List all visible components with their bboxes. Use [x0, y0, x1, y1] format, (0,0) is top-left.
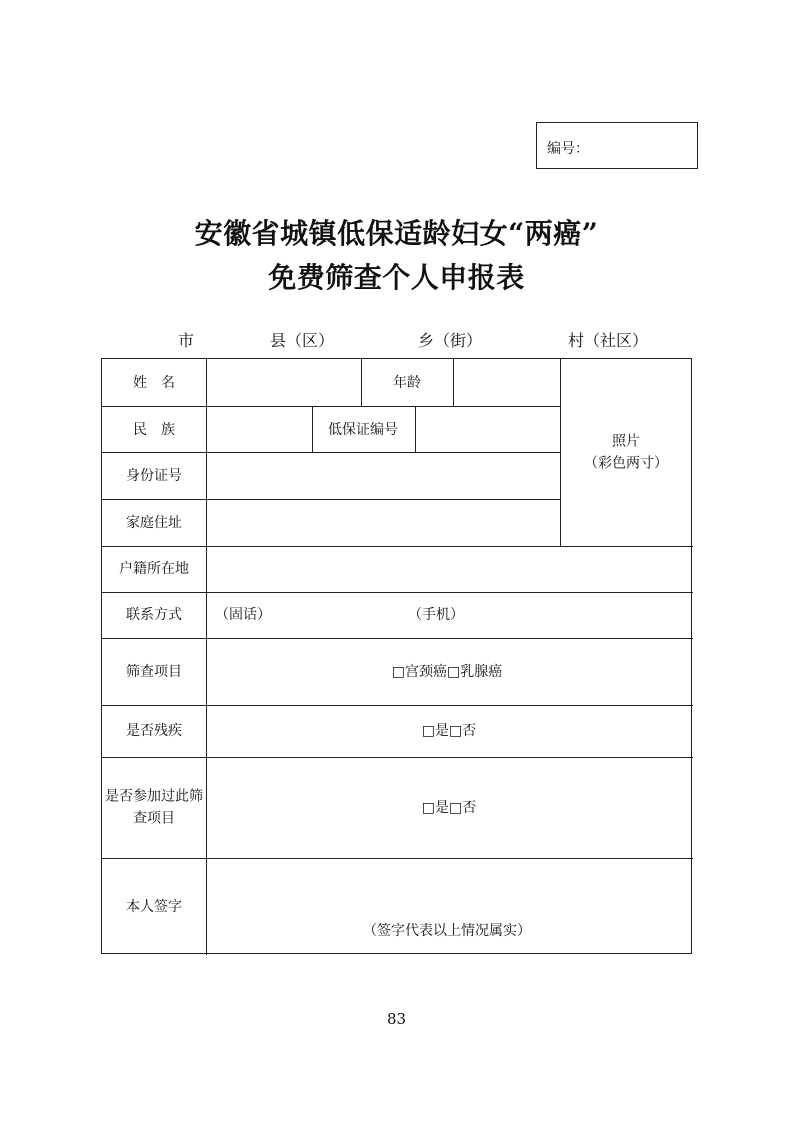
dibao-number-field[interactable]: [416, 407, 559, 451]
location-city: 市: [178, 331, 195, 350]
mobile-label: （手机）: [408, 606, 464, 623]
dibao-number-label: 低保证编号: [328, 421, 398, 438]
signature-note: （签字代表以上情况属实）: [363, 922, 531, 939]
screening-label: 筛查项目: [126, 663, 182, 680]
home-address-label: 家庭住址: [126, 514, 182, 531]
photo-note: （彩色两寸）: [584, 456, 668, 472]
screening-options[interactable]: □宫颈癌□乳腺癌: [391, 663, 503, 680]
location-township: 乡（街）: [418, 331, 483, 350]
hukou-field[interactable]: [207, 547, 692, 591]
ethnicity-field[interactable]: [207, 407, 311, 451]
serial-number-label: 编号：: [547, 141, 589, 157]
location-village: 村（社区）: [568, 331, 649, 350]
contact-label: 联系方式: [126, 606, 182, 623]
disabled-options[interactable]: □是□否: [421, 722, 477, 739]
ethnicity-label: 民 族: [133, 421, 175, 438]
photo-placeholder: [584, 431, 668, 476]
signature-field[interactable]: [207, 859, 692, 919]
home-address-field[interactable]: [207, 500, 559, 545]
form-title-line2: 免费筛查个人申报表: [268, 261, 525, 294]
participated-options[interactable]: □是□否: [421, 799, 477, 816]
serial-number-box: [536, 122, 698, 169]
landline-label: （固话）: [215, 606, 271, 623]
photo-label: 照片: [612, 433, 640, 450]
hukou-label: 户籍所在地: [119, 560, 189, 577]
location-county: 县（区）: [270, 331, 335, 350]
age-label: 年龄: [393, 374, 421, 391]
id-number-label: 身份证号: [126, 467, 182, 484]
age-field[interactable]: [454, 360, 559, 405]
name-label: 姓 名: [133, 374, 175, 391]
disabled-label: 是否残疾: [126, 722, 182, 739]
id-number-field[interactable]: [207, 453, 559, 498]
form-title-line1: 安徽省城镇低保适龄妇女“两癌”: [194, 217, 599, 250]
signature-label: 本人签字: [126, 898, 182, 915]
page-number: 83: [386, 1010, 407, 1028]
participated-label: 是否参加过此筛查项目: [105, 788, 203, 827]
application-form-table: [101, 358, 692, 954]
name-field[interactable]: [207, 360, 360, 405]
